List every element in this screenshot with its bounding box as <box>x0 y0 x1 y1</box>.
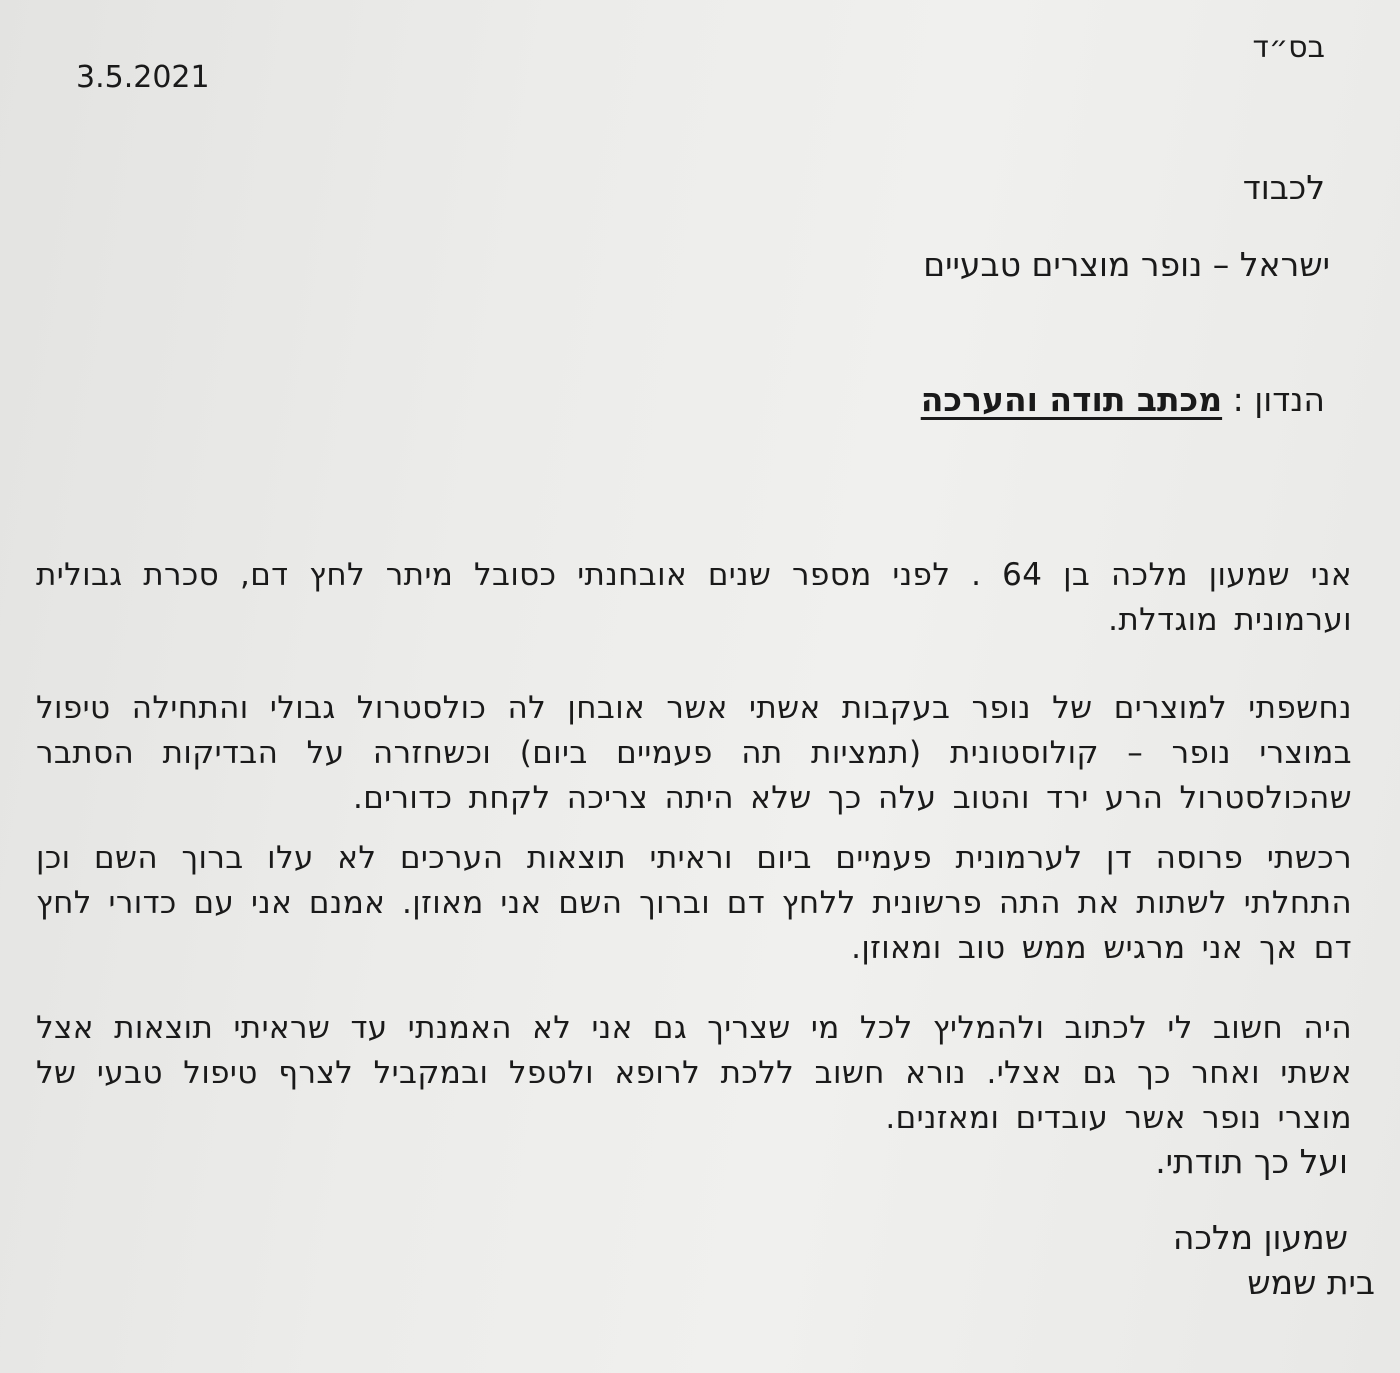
subject-label: הנדון : <box>1232 380 1325 419</box>
body-paragraph-1: אני שמעון מלכה בן 64 . לפני מספר שנים אובחנתי כסובל מיתר לחץ דם, סכרת גבולית וערמונית מוגדלת. <box>36 557 1352 638</box>
closing-line: ועל כך תודתי. <box>1155 1142 1348 1181</box>
subject-line <box>921 380 1325 419</box>
signature-name: שמעון מלכה <box>1172 1218 1348 1257</box>
signature-city: בית שמש <box>1247 1263 1375 1302</box>
body-paragraph-4: היה חשוב לי לכתוב ולהמליץ לכל מי שצריך גם אני לא האמנתי עד שראיתי תוצאות אצל אשתי ואחר כך גם אצלי. נורא חשוב ללכת לרופא ולטפל ובמקביל לצרף טיפול טבעי של מוצרי נופר אשר עובדים ומאזנים. <box>36 1010 1352 1136</box>
body-paragraph-2: נחשפתי למוצרים של נופר בעקבות אשתי אשר אובחן לה כולסטרול גבולי והתחילה טיפול במוצרי נופר – קולוסטונית (תמציות תה פעמיים ביום) וכשחזרה על הבדיקות הסתבר שהכולסטרול הרע ירד והטוב עלה כך שלא היתה צריכה לקחת כדורים. <box>36 690 1352 816</box>
letter-date: 3.5.2021 <box>76 60 210 95</box>
recipient: ישראל – נופר מוצרים טבעיים <box>923 245 1330 284</box>
subject-title: מכתב תודה והערכה <box>920 380 1223 419</box>
header-abbreviation: בס״ד <box>1252 30 1325 65</box>
greeting: לכבוד <box>1242 168 1325 207</box>
body-paragraph-3: רכשתי פרוסה דן לערמונית פעמיים ביום וראיתי תוצאות הערכים לא עלו ברוך השם וכן התחלתי לשתות את התה פרשונית ללחץ דם וברוך השם אני מאוזן. אמנם אני עם כדורי לחץ דם אך אני מרגיש ממש טוב ומאוזן. <box>36 840 1352 966</box>
